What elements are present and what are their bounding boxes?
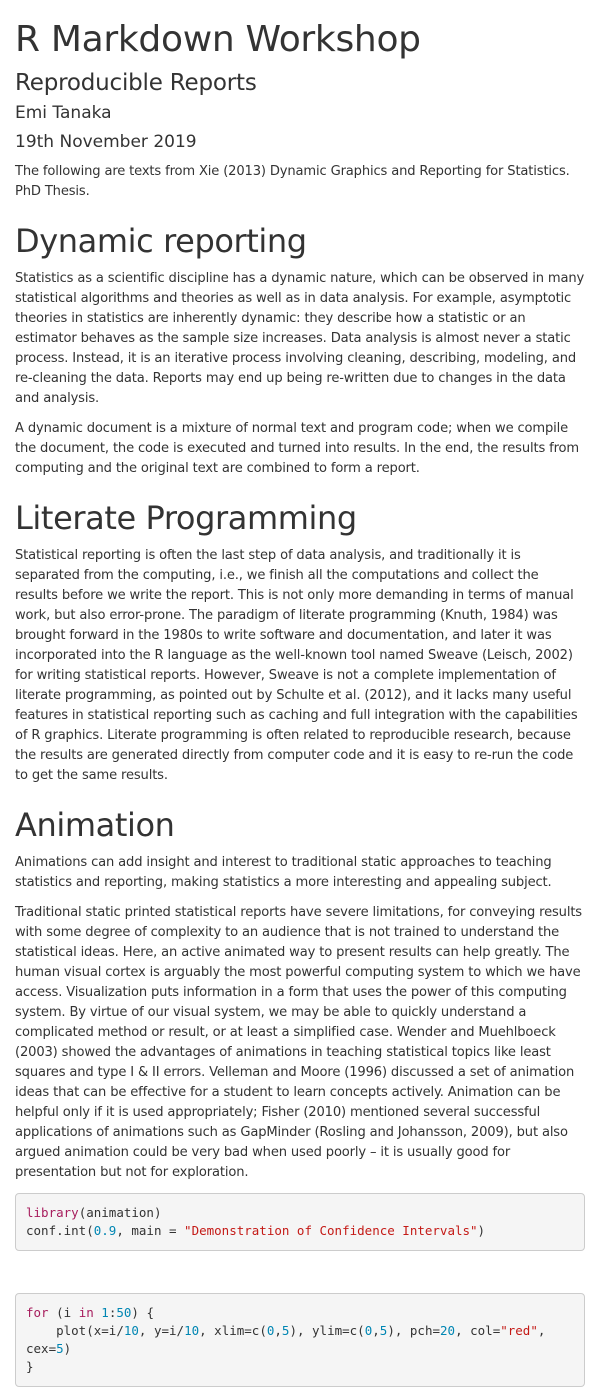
code-token: ), ylim=c( [289, 1323, 365, 1339]
author: Emi Tanaka [15, 103, 112, 124]
code-token: library [26, 1205, 79, 1221]
code-token: conf.int( [26, 1223, 94, 1239]
section-heading-dynamic-reporting: Dynamic reporting [15, 221, 307, 260]
code-token: , main = [116, 1223, 185, 1239]
code-token: : [108, 1305, 117, 1321]
code-token: 5 [56, 1341, 64, 1357]
code-token: , cex= [26, 1323, 546, 1357]
code-token: , col= [455, 1323, 501, 1339]
code-block[interactable] [15, 1193, 585, 1251]
paragraph: Animations can add insight and interest to traditional static approaches to teaching statistics and reporting, making statistics a more interesting and appealing subject. [15, 855, 552, 891]
code-token: ) [477, 1223, 486, 1239]
code-token: ) } [26, 1341, 72, 1375]
code-token: 5 [281, 1323, 290, 1339]
code-token: , xlim=c( [199, 1323, 267, 1339]
code-token: 0 [266, 1323, 275, 1339]
code-token: 10 [184, 1323, 200, 1339]
section-heading-animation: Animation [15, 806, 175, 845]
code-token: ) { [131, 1305, 154, 1321]
page-subtitle: Reproducible Reports [15, 69, 257, 96]
code-token: for [26, 1305, 49, 1321]
code-token: 5 [379, 1323, 388, 1339]
document [0, 20, 600, 1387]
code-token: (animation) [78, 1205, 162, 1221]
code-token: 1 [101, 1305, 109, 1321]
code-token: 10 [123, 1323, 139, 1339]
code-token: 20 [440, 1323, 456, 1339]
section-heading-literate-programming: Literate Programming [15, 498, 357, 537]
code-token: (i [48, 1305, 79, 1321]
code-token: , y=i/ [138, 1323, 185, 1339]
page-title: R Markdown Workshop [15, 19, 421, 60]
paragraph: Statistics as a scientific discipline has a dynamic nature, which can be observed in many statistical algorithms and theories as well as in data analysis. For example, asymptotic theories in statistics are inherently dynamic: they describe how a statistic or an estimator behaves as the sample size increases. Data analysis is almost never a static process. Instead, it is an iterative process involving cleaning, describing, modeling, and re-cleaning the data. Reports may end up being re-written due to changes in the data and analysis. [15, 270, 585, 406]
paragraph: Traditional static printed statistical reports have severe limitations, for conveying results with some degree of complexity to an audience that is not trained to understand the statistical ideas. Here, an active animated way to present results can help greatly. The human visual cortex is arguably the most powerful computing system to which we have access. Visualization puts information in a form that uses the power of this computing system. By virtue of our visual system, we may be able to quickly understand a complicated method or result, or at least a simplified case. Wender and Muehlboeck (2003) showed the advantages of animations in teaching statistical topics like least squares and type I & II errors. Velleman and Moore (1996) discussed a set of animation ideas that can be effective for a student to learn concepts actively. Animation can be helpful only if it is used appropriately; Fisher (2010) mentioned several successful applications of animations such as GapMinder (Rosling and Johansson, 2009), but also argued animation could be very bad when used poorly – it is usually good for presentation but not for exploration. [15, 905, 582, 1181]
paragraph: A dynamic document is a mixture of normal text and program code; when we compile the document, the code is executed and turned into results. In the end, the results from computing and the original text are combined to form a report. [15, 420, 579, 476]
code-block[interactable] [15, 1293, 585, 1387]
code-token: 0.9 [93, 1223, 117, 1239]
code-token: in [78, 1305, 94, 1321]
code-token: plot(x=i/ [56, 1323, 124, 1339]
code-token: , [274, 1323, 282, 1339]
code-token: 0 [364, 1323, 373, 1339]
intro-paragraph: The following are texts from Xie (2013) Dynamic Graphics and Reporting for Statistics. PhD Thesis. [15, 163, 570, 199]
paragraph: Statistical reporting is often the last step of data analysis, and traditionally it is separated from the computing, i.e., we finish all the computations and collect the results before we write the report. This is not only more demanding in terms of manual work, but also error-prone. The paradigm of literate programming (Knuth, 1984) was brought forward in the 1980s to write software and documentation, and later it was incorporated into the R language as the well-known tool named Sweave (Leisch, 2002) for writing statistical reports. However, Sweave is not a complete implementation of literate programming, as pointed out by Schulte et al. (2012), and it lacks many useful features in statistical reporting such as caching and full integration with the capabilities of R graphics. Literate programming is often related to reproducible research, because the results are generated directly from computer code and it is easy to re-run the code to get the same results. [15, 548, 578, 784]
code-token: "red" [500, 1323, 538, 1339]
code-token: ), pch= [387, 1323, 440, 1339]
code-token: 50 [116, 1305, 132, 1321]
spacer [15, 1261, 585, 1293]
code-token: , [372, 1323, 380, 1339]
date: 19th November 2019 [15, 132, 197, 153]
code-token: "Demonstration of Confidence Intervals" [184, 1223, 478, 1239]
